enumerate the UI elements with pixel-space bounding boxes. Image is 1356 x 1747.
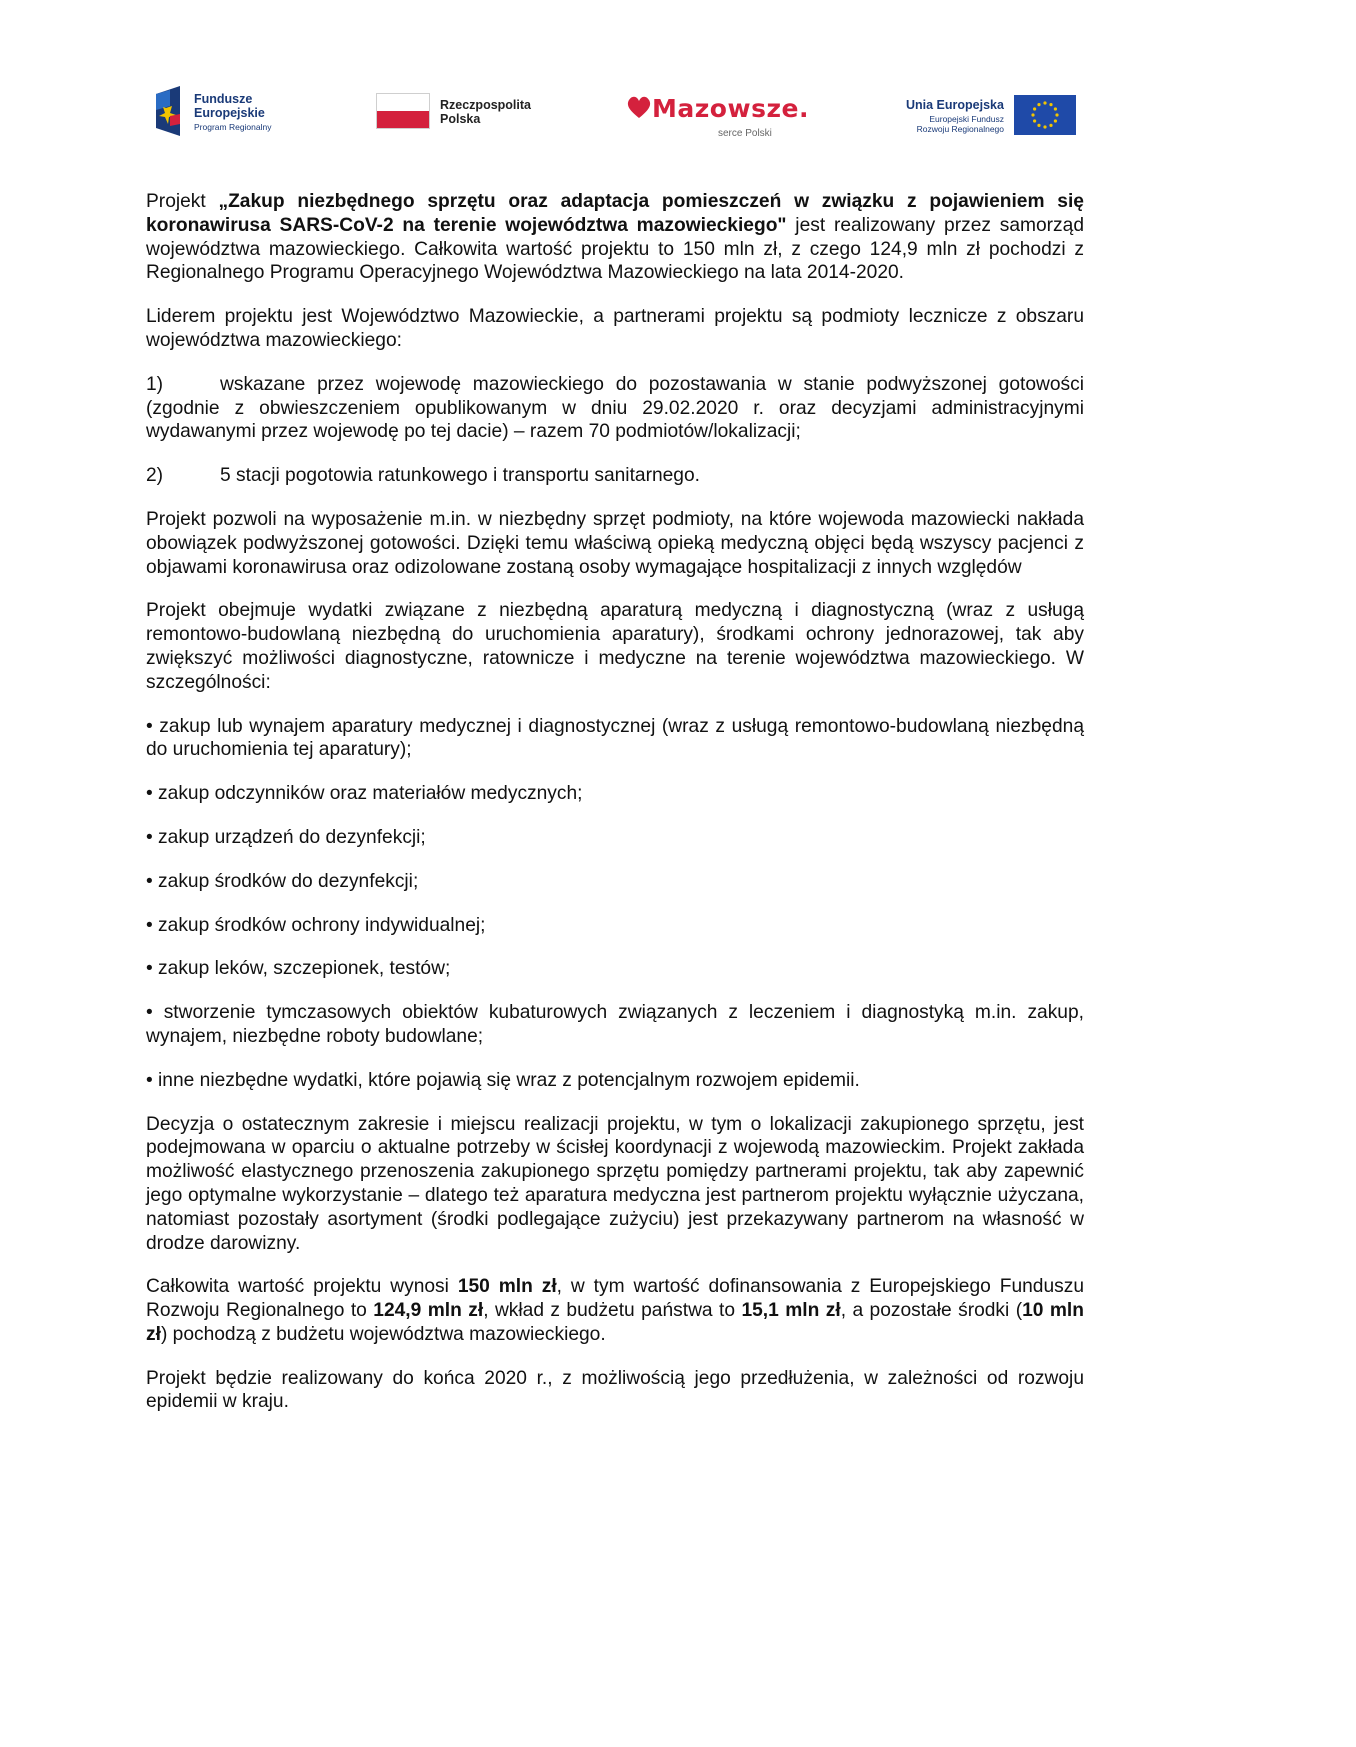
numbered-item-1 [146, 373, 1084, 444]
rzeczpospolita-polska-logo [376, 84, 546, 144]
fundusze-europejskie-icon [156, 86, 186, 136]
timeline-paragraph: Projekt będzie realizowany do końca 2020 r., z możliwością jego przedłużenia, w zależności od rozwoju epidemii w kraju. [146, 1367, 1084, 1413]
intro-prefix: Projekt [146, 191, 219, 212]
financing-text: , wkład z budżetu państwa to [483, 1300, 742, 1322]
item-number: 1) [146, 373, 164, 395]
polish-flag-icon [376, 93, 430, 129]
ue-line1: Unia Europejska [906, 98, 1004, 112]
purpose-paragraph: Projekt pozwoli na wyposażenie m.in. w niezbędny sprzęt podmioty, na które wojewoda mazowiecki nakłada obowiązek podwyższonej gotowości. Dzięki temu właściwą opieką medyczną objęci będą wszyscy pacjenci z objawami koronawirusa oraz odizolowane zostaną osoby wymagające hospitalizacji z innych względów [146, 508, 1084, 578]
fundusze-line1: Fundusze [194, 92, 253, 106]
efrr-value: 124,9 mln zł [373, 1300, 484, 1322]
document-body [146, 190, 1084, 1434]
fundusze-europejskie-logo [156, 84, 296, 144]
decision-paragraph: Decyzja o ostatecznym zakresie i miejscu realizacji projektu, w tym o lokalizacji zakupionego sprzętu, jest podejmowana w oparciu o aktualne potrzeby w ścisłej koordynacji z wojewodą mazowieckim. Projekt zakłada możliwość elastycznego przenoszenia zakupionego sprzętu pomiędzy partnerami projektu, tak aby zapewnić jego optymalne wykorzystanie – dlatego też aparatura medyczna jest partnerom projektu wyłącznie użyczana, natomiast pozostały asortyment (środki podlegające zużyciu) jest przekazywany partnerom na własność w drodze darowizny. [146, 1113, 1084, 1254]
financing-text: ) pochodzą z budżetu województwa mazowieckiego. [160, 1323, 606, 1345]
bullet-item: • zakup środków do dezynfekcji; [146, 870, 419, 892]
bullet-item: • zakup lub wynajem aparatury medycznej i diagnostycznej (wraz z usługą remontowo-budowlaną niezbędną do uruchomienia tej aparatury); [146, 715, 1084, 761]
bullet-item: • zakup odczynników oraz materiałów medycznych; [146, 783, 583, 805]
logo-bar [156, 84, 1076, 144]
financing-paragraph [146, 1275, 1084, 1346]
unia-europejska-logo [906, 84, 1086, 144]
intro-paragraph [146, 190, 1084, 285]
item-number: 2) [146, 465, 164, 487]
bullet-item: • zakup środków ochrony indywidualnej; [146, 914, 486, 936]
mazowsze-tagline: serce Polski [718, 128, 772, 139]
financing-text: , w tym wartość dofinansowania z Europejskiego Funduszu Rozwoju Regionalnego to [146, 1276, 1084, 1322]
heart-icon [626, 94, 652, 120]
eu-flag-icon [1014, 95, 1076, 135]
rzeczpospolita-line1: Rzeczpospolita [440, 98, 531, 112]
financing-text: Całkowita wartość projektu wynosi [146, 1276, 458, 1298]
state-budget-value: 15,1 mln zł [741, 1300, 841, 1322]
fundusze-line3: Program Regionalny [194, 122, 272, 132]
intro-rest: jest realizowany przez samorząd województwa mazowieckiego. Całkowita wartość projektu to 150 mln zł, z czego 124,9 mln zł pochodzi z Regionalnego Programu Operacyjnego Województwa Mazowieckiego na lata 2014-2020. [146, 214, 1084, 284]
bullet-item: • stworzenie tymczasowych obiektów kubaturowych związanych z leczeniem i diagnostyką m.in. zakup, wynajem, niezbędne roboty budowlane; [146, 1002, 1084, 1047]
mazowsze-wordmark: Mazowsze. [652, 94, 809, 123]
bullet-item: • inne niezbędne wydatki, które pojawią się wraz z potencjalnym rozwojem epidemii. [146, 1069, 860, 1091]
numbered-item-2 [146, 464, 1084, 488]
item-text: 5 stacji pogotowia ratunkowego i transportu sanitarnego. [220, 465, 700, 487]
rzeczpospolita-line2: Polska [440, 112, 481, 126]
mazowsze-logo [626, 84, 826, 144]
ue-line2: Europejski Fundusz [929, 114, 1004, 124]
scope-paragraph: Projekt obejmuje wydatki związane z niezbędną aparaturą medyczną i diagnostyczną (wraz z usługą remontowo-budowlaną niezbędną do uruchomienia aparatury), środkami ochrony jednorazowej, tak aby zwiększyć możliwości diagnostyczne, ratownicze i medyczne na terenie województwa mazowieckiego. W szczególności: [146, 600, 1084, 693]
bullet-item: • zakup leków, szczepionek, testów; [146, 958, 451, 980]
bullet-item: • zakup urządzeń do dezynfekcji; [146, 826, 426, 848]
financing-text: , a pozostałe środki ( [840, 1300, 1023, 1322]
ue-subtitle [916, 114, 1004, 134]
total-value: 150 mln zł [457, 1276, 557, 1298]
leader-paragraph: Liderem projektu jest Województwo Mazowieckie, a partnerami projektu są podmioty lecznicze z obszaru województwa mazowieckiego: [146, 306, 1084, 351]
fundusze-line2: Europejskie [194, 106, 265, 120]
item-text: wskazane przez wojewodę mazowieckiego do pozostawania w stanie podwyższonej gotowości (zgodnie z obwieszczeniem opublikowanym w dniu 29.02.2020 r. oraz decyzjami administracyjnymi wydawanymi przez wojewodę po tej dacie) – razem 70 podmiotów/lokalizacji; [146, 373, 1084, 443]
ue-line3: Rozwoju Regionalnego [916, 124, 1004, 134]
regional-budget-value: 10 mln zł [146, 1300, 1084, 1345]
project-title: „Zakup niezbędnego sprzętu oraz adaptacja pomieszczeń w związku z pojawieniem się koronawirusa SARS-CoV-2 na terenie województwa mazowieckiego" [146, 191, 1084, 236]
